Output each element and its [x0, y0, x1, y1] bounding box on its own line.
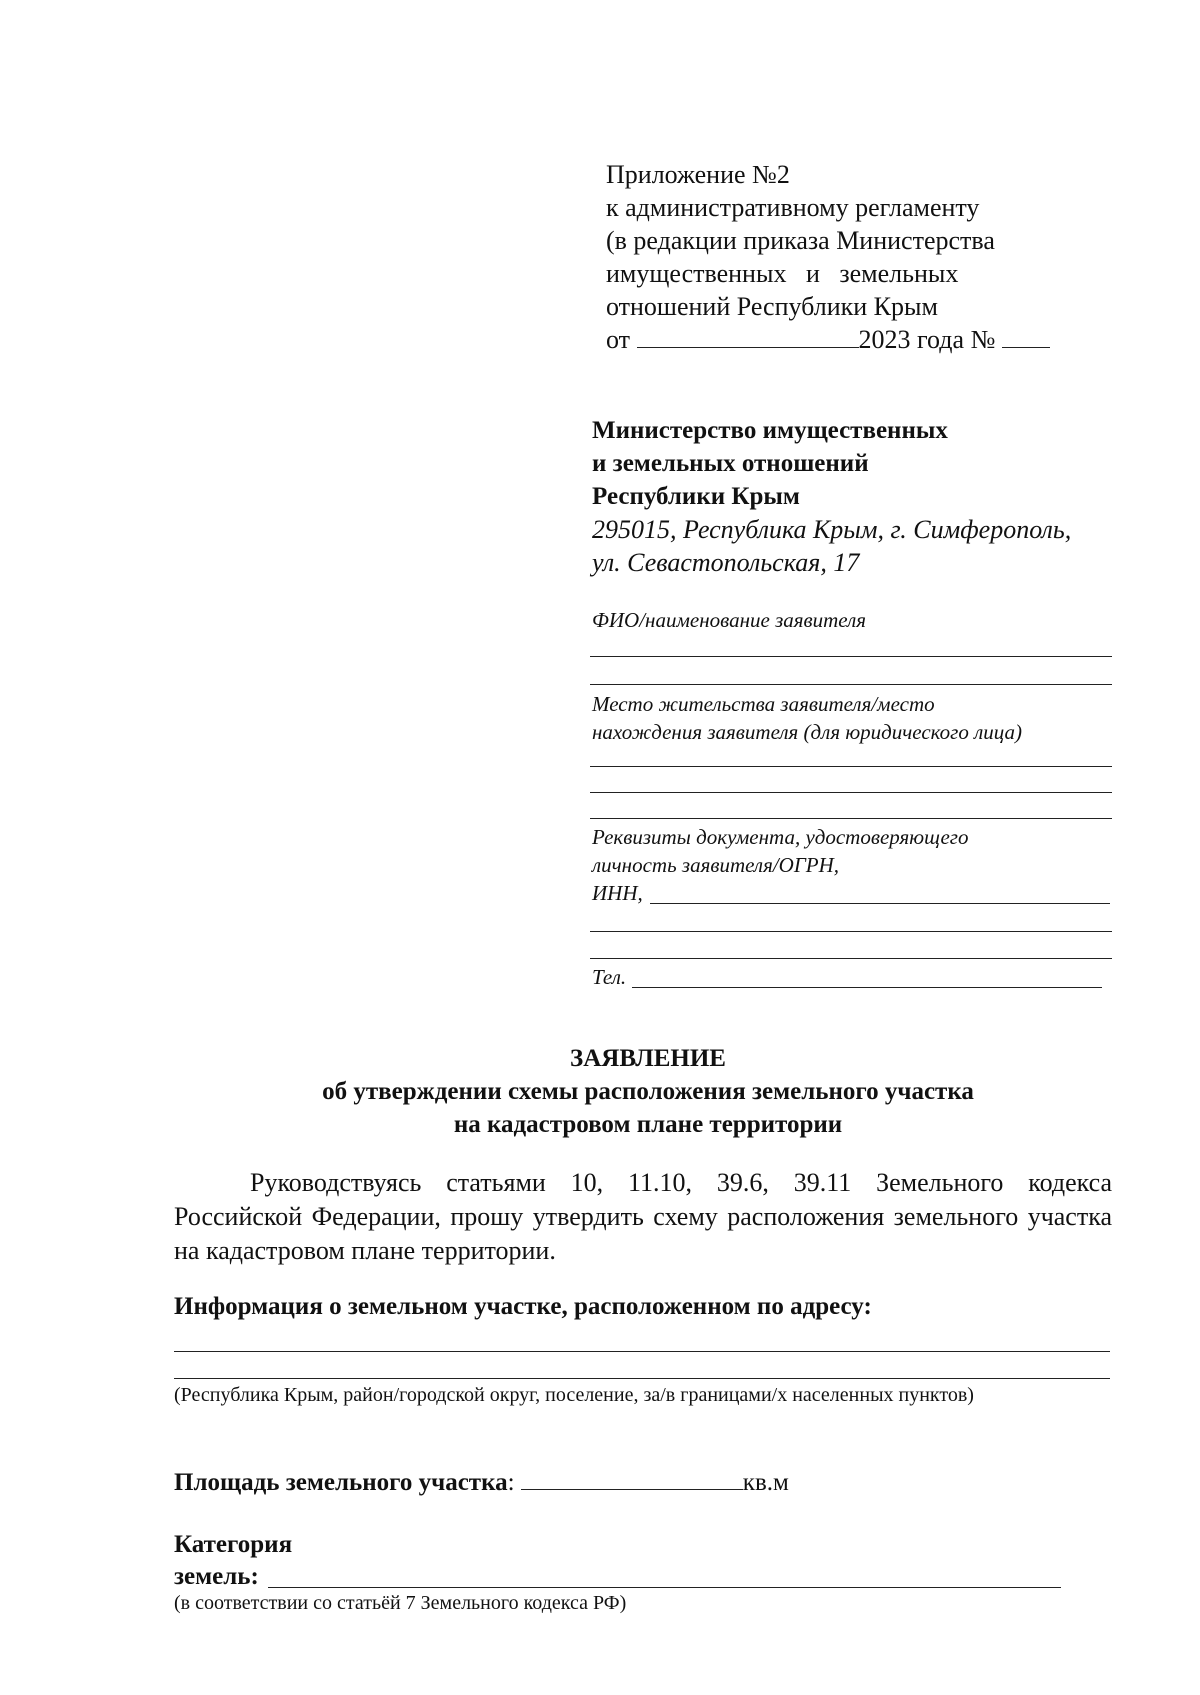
addressee-address: ул. Севастопольская, 17	[592, 548, 860, 577]
area-colon: :	[507, 1469, 515, 1496]
residence-field[interactable]	[590, 766, 1112, 767]
residence-field[interactable]	[590, 818, 1112, 819]
appendix-title: Приложение №2	[606, 160, 790, 189]
land-address-field[interactable]	[174, 1378, 1110, 1379]
category-label: Категория	[174, 1531, 293, 1558]
land-info-heading: Информация о земельном участке, расположенном по адресу:	[174, 1293, 872, 1320]
area-label: Площадь земельного участка	[174, 1469, 508, 1496]
phone-label: Тел.	[592, 965, 627, 989]
category-field[interactable]	[268, 1587, 1061, 1588]
document-label: личность заявителя/ОГРН,	[592, 853, 840, 877]
inn-field[interactable]	[650, 903, 1110, 904]
document-field[interactable]	[590, 958, 1112, 959]
category-label: земель:	[174, 1563, 259, 1590]
residence-field[interactable]	[590, 792, 1112, 793]
phone-field[interactable]	[632, 987, 1102, 988]
addressee-name: Республики Крым	[592, 483, 800, 510]
land-address-hint: (Республика Крым, район/городской округ, поселение, за/в границами/х населенных пунктов)	[174, 1384, 974, 1406]
category-hint: (в соответствии со статьёй 7 Земельного кодекса РФ)	[174, 1592, 627, 1614]
date-year: 2023 года №	[858, 325, 996, 354]
appendix-line: имущественных и земельных	[606, 259, 959, 288]
area-field[interactable]	[521, 1469, 743, 1490]
date-prefix: от	[606, 325, 631, 354]
land-address-field[interactable]	[174, 1351, 1110, 1352]
applicant-name-label: ФИО/наименование заявителя	[592, 608, 867, 632]
body-paragraph: Руководствуясь статьями 10, 11.10, 39.6, 39.11 Земельного кодекса Российской Федерации, прошу утвердить схему расположения земельного участка на кадастровом плане территории.	[174, 1168, 1112, 1265]
appendix-line: отношений Республики Крым	[606, 292, 938, 321]
addressee-name: Министерство имущественных	[592, 417, 948, 444]
applicant-name-field[interactable]	[590, 656, 1112, 657]
title-sub: об утверждении схемы расположения земельного участка	[322, 1078, 974, 1105]
area-row	[174, 1466, 789, 1499]
inn-label: ИНН,	[592, 881, 643, 905]
document-field[interactable]	[590, 931, 1112, 932]
order-number-blank[interactable]	[1002, 327, 1050, 348]
appendix-date-line	[606, 323, 1050, 356]
appendix-line: к административному регламенту	[606, 193, 980, 222]
title-sub: на кадастровом плане территории	[453, 1111, 843, 1138]
addressee-name: и земельных отношений	[592, 450, 869, 477]
area-unit: кв.м	[742, 1469, 789, 1496]
date-blank[interactable]	[637, 327, 859, 348]
applicant-name-field[interactable]	[590, 684, 1112, 685]
addressee-address: 295015, Республика Крым, г. Симферополь,	[592, 515, 1072, 544]
residence-label: нахождения заявителя (для юридического лица)	[592, 720, 1023, 744]
document-label: Реквизиты документа, удостоверяющего	[592, 825, 969, 849]
residence-label: Место жительства заявителя/место	[592, 692, 935, 716]
appendix-line: (в редакции приказа Министерства	[606, 226, 995, 255]
title-main: ЗАЯВЛЕНИЕ	[570, 1045, 726, 1072]
